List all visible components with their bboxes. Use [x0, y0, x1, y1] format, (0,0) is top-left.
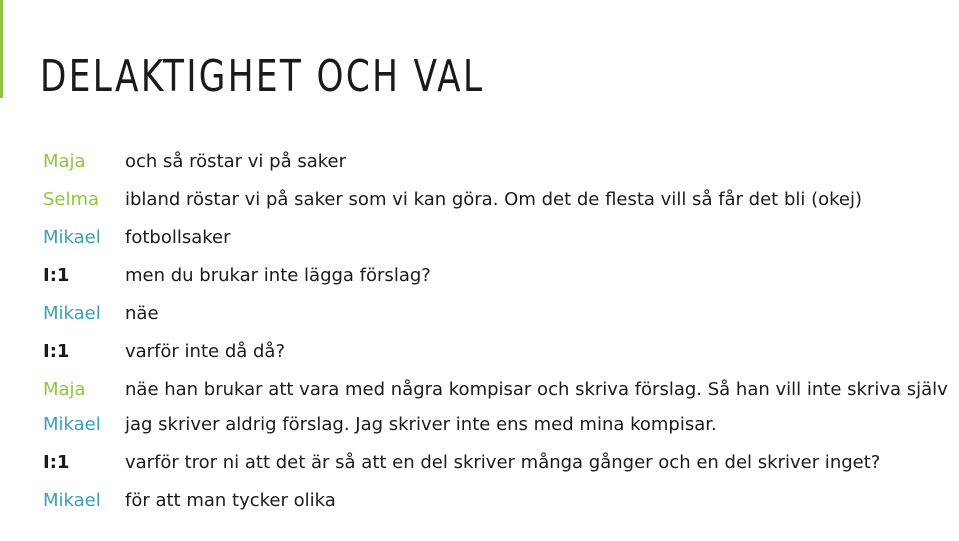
page-title: DELAKTIGHET OCH VAL: [40, 51, 485, 103]
transcript-row: [43, 453, 955, 473]
transcript: [43, 152, 955, 529]
utterance-text: jag skriver aldrig förslag. Jag skriver inte ens med mina kompisar.: [125, 414, 717, 435]
speaker-label: Mikael: [43, 303, 101, 324]
transcript-row: [43, 491, 955, 511]
transcript-row: [43, 415, 955, 435]
accent-bar: [0, 0, 3, 98]
transcript-row: [43, 228, 955, 248]
utterance-text: ibland röstar vi på saker som vi kan göra. Om det de flesta vill så får det bli (okej): [125, 189, 863, 210]
speaker-label: Mikael: [43, 490, 101, 511]
transcript-row: [43, 152, 955, 172]
transcript-row: [43, 190, 955, 210]
speaker-label: Mikael: [43, 227, 101, 248]
transcript-row: [43, 266, 955, 286]
speaker-label: Selma: [43, 189, 100, 210]
speaker-label: I:1: [43, 265, 70, 286]
utterance-text: varför tror ni att det är så att en del skriver många gånger och en del skriver inget?: [125, 452, 881, 473]
speaker-label: Maja: [43, 151, 86, 172]
utterance-text: varför inte då då?: [125, 341, 286, 362]
utterance-text: näe han brukar att vara med några kompisar och skriva förslag. Så han vill inte skriva själv: [125, 379, 948, 400]
speaker-label: Maja: [43, 379, 86, 400]
speaker-label: I:1: [43, 341, 70, 362]
utterance-text: för att man tycker olika: [125, 490, 336, 511]
speaker-label: I:1: [43, 452, 70, 473]
utterance-text: fotbollsaker: [125, 227, 231, 248]
utterance-text: och så röstar vi på saker: [125, 151, 346, 172]
transcript-row: [43, 342, 955, 362]
speaker-label: Mikael: [43, 414, 101, 435]
utterance-text: näe: [125, 303, 159, 324]
transcript-row: [43, 380, 955, 400]
utterance-text: men du brukar inte lägga förslag?: [125, 265, 431, 286]
transcript-row: [43, 304, 955, 324]
